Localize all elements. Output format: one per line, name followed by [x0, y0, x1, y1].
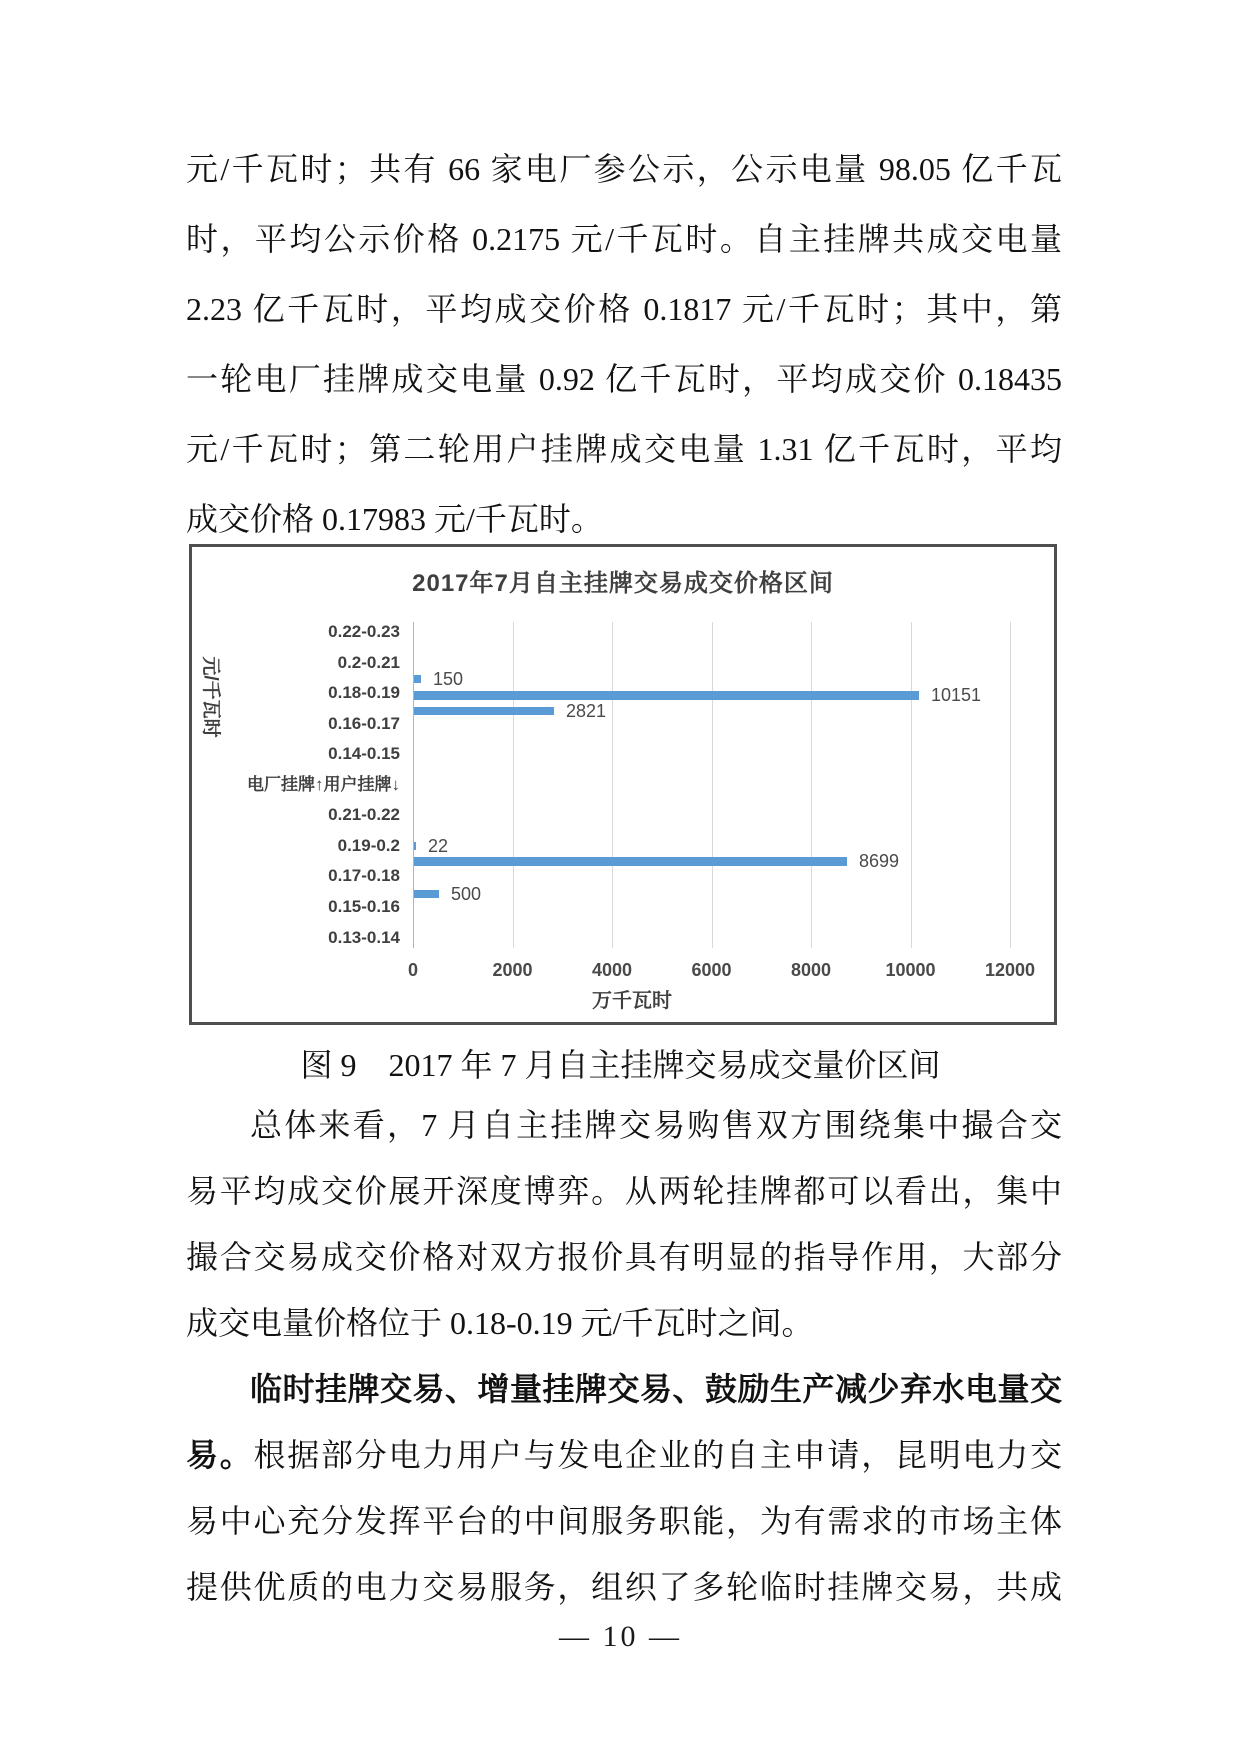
text-segment: 成交价格 0.17983 元/千瓦时。 — [186, 501, 603, 537]
text-line — [186, 134, 1062, 204]
gridline — [712, 622, 713, 948]
text-line — [186, 1554, 1062, 1620]
chart-x-axis-title: 万千瓦时 — [592, 990, 672, 1012]
value-label: 8699 — [859, 851, 900, 872]
y-axis-line — [413, 622, 414, 948]
category-label: 0.2-0.21 — [337, 652, 400, 672]
x-tick-label: 0 — [407, 960, 418, 980]
value-label: 2821 — [566, 700, 607, 721]
x-tick-label: 8000 — [790, 960, 832, 980]
gridline — [513, 622, 514, 948]
category-label: 0.17-0.18 — [328, 866, 400, 886]
text-segment: 易中心充分发挥平台的中间服务职能，为有需求的市场主体 — [186, 1503, 1062, 1539]
text-line — [186, 1356, 1062, 1422]
text-line — [186, 344, 1062, 414]
paragraph-analysis — [186, 1092, 1062, 1356]
bar — [414, 842, 416, 850]
gridline — [811, 622, 812, 948]
value-label: 10151 — [931, 685, 982, 706]
text-line — [186, 274, 1062, 344]
text-segment: 撮合交易成交价格对双方报价具有明显的指导作用，大部分 — [186, 1239, 1062, 1275]
bar — [414, 890, 439, 898]
figure-caption: 图 9 2017 年 7 月自主挂牌交易成交量价区间 — [300, 1047, 941, 1083]
gridline — [1010, 622, 1011, 948]
text-segment: 元/千瓦时；共有 66 家电厂参公示，公示电量 98.05 亿千瓦 — [186, 151, 1062, 187]
text-segment: 总体来看，7 月自主挂牌交易购售双方围绕集中撮合交 — [250, 1107, 1062, 1143]
text-line — [186, 204, 1062, 274]
category-label: 0.13-0.14 — [328, 927, 400, 947]
category-label: 电厂挂牌↑用户挂牌↓ — [247, 774, 400, 794]
category-label: 0.15-0.16 — [328, 896, 400, 916]
text-line — [186, 1422, 1062, 1488]
bar — [414, 691, 919, 700]
value-label: 500 — [451, 883, 482, 904]
text-segment: 易平均成交价展开深度博弈。从两轮挂牌都可以看出，集中 — [186, 1173, 1062, 1209]
category-label: 0.19-0.2 — [337, 835, 400, 855]
text-line — [186, 1290, 1062, 1356]
gridline — [612, 622, 613, 948]
text-line — [186, 1488, 1062, 1554]
bold-text-segment: 易。 — [186, 1437, 254, 1473]
text-segment: 2.23 亿千瓦时，平均成交价格 0.1817 元/千瓦时；其中，第 — [186, 291, 1062, 327]
chart-y-axis-title: 元/千瓦时 — [200, 656, 221, 738]
bar — [414, 857, 847, 866]
x-tick-label: 12000 — [984, 960, 1036, 980]
value-label: 150 — [433, 668, 464, 689]
page-number: — 10 — — [559, 1620, 682, 1653]
category-label: 0.21-0.22 — [328, 805, 400, 825]
category-label: 0.14-0.15 — [328, 744, 400, 764]
gridline — [911, 622, 912, 948]
text-segment: 提供优质的电力交易服务，组织了多轮临时挂牌交易，共成 — [186, 1569, 1062, 1605]
category-label: 0.18-0.19 — [328, 683, 400, 703]
x-tick-label: 6000 — [691, 960, 732, 980]
price-range-bar-chart — [189, 544, 1057, 1025]
category-label: 0.16-0.17 — [328, 713, 400, 733]
text-segment: 成交电量价格位于 0.18-0.19 元/千瓦时之间。 — [186, 1305, 814, 1341]
chart-plot-area — [247, 622, 1036, 1012]
chart-title: 2017年7月自主挂牌交易成交价格区间 — [412, 570, 834, 597]
paragraph-trading-summary — [186, 134, 1062, 554]
text-segment: 时，平均公示价格 0.2175 元/千瓦时。自主挂牌共成交电量 — [186, 221, 1062, 257]
paragraph-temporary-listing — [186, 1356, 1062, 1620]
value-label: 22 — [428, 835, 449, 856]
text-line — [186, 1158, 1062, 1224]
x-tick-label: 2000 — [492, 960, 533, 980]
x-tick-label: 10000 — [885, 960, 936, 980]
bar — [414, 675, 421, 683]
bar — [414, 707, 554, 715]
text-segment: 根据部分电力用户与发电企业的自主申请，昆明电力交 — [253, 1437, 1062, 1473]
text-line — [186, 414, 1062, 484]
text-segment: 一轮电厂挂牌成交电量 0.92 亿千瓦时，平均成交价 0.18435 — [186, 361, 1062, 397]
text-line — [186, 1224, 1062, 1290]
x-tick-label: 4000 — [591, 960, 633, 980]
text-segment: 元/千瓦时；第二轮用户挂牌成交电量 1.31 亿千瓦时，平均 — [186, 431, 1062, 467]
text-line — [186, 1092, 1062, 1158]
bold-text-segment: 临时挂牌交易、增量挂牌交易、鼓励生产减少弃水电量交 — [250, 1371, 1062, 1407]
category-label: 0.22-0.23 — [328, 622, 400, 641]
